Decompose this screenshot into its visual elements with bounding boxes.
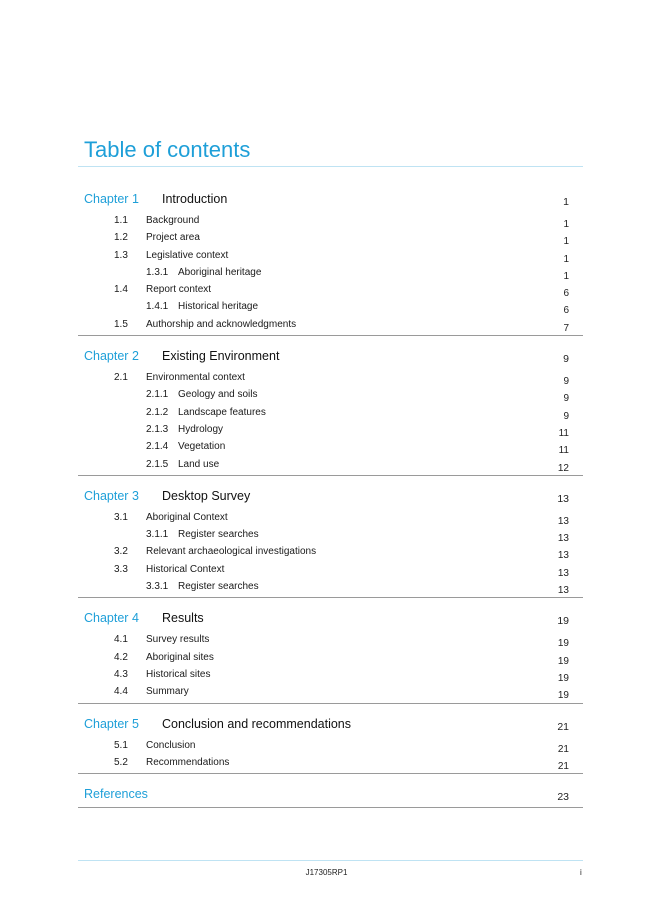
entry-number: 2.1 (114, 372, 128, 384)
toc-subsection-entry[interactable] (78, 438, 583, 455)
entry-number: 1.4.1 (146, 301, 169, 313)
entry-number: 2.1.3 (146, 423, 169, 435)
entry-page: 19 (557, 638, 569, 650)
entry-title: Project area (146, 232, 200, 244)
entry-title: Geology and soils (178, 389, 258, 401)
toc-section-entry[interactable] (78, 369, 583, 386)
toc-section-entry[interactable] (78, 229, 583, 246)
footer-page-number: i (580, 868, 582, 877)
entry-title: Vegetation (178, 441, 226, 453)
entry-page: 21 (557, 760, 569, 772)
entry-page: 13 (557, 567, 569, 579)
entry-title: Conclusion (146, 739, 196, 751)
entry-number: 4.3 (114, 668, 128, 680)
entry-page: 13 (557, 550, 569, 562)
entry-page: 11 (558, 427, 569, 439)
toc-subsection-entry[interactable] (78, 456, 583, 473)
entry-title: Survey results (146, 634, 210, 646)
entry-page: 12 (557, 462, 569, 474)
toc-subsection-entry[interactable] (78, 526, 583, 543)
toc-section-entry[interactable] (78, 561, 583, 578)
toc-section-entry[interactable] (78, 247, 583, 264)
chapter-title: Existing Environment (162, 349, 280, 364)
entry-title: Relevant archaeological investigations (146, 546, 317, 558)
chapter-page: 1 (563, 196, 569, 208)
entry-title: Historical sites (146, 668, 211, 680)
entry-title: Landscape features (178, 406, 266, 418)
toc-section-entry[interactable] (78, 666, 583, 683)
title-divider (78, 166, 583, 167)
page-title: Table of contents (84, 137, 251, 162)
toc-chapter (78, 483, 583, 598)
toc-chapter (78, 605, 583, 703)
entry-title: Environmental context (146, 372, 245, 384)
entry-title: Register searches (178, 529, 259, 541)
entry-number: 2.1.2 (146, 406, 169, 418)
toc-section-entry[interactable] (78, 281, 583, 298)
chapter-title: Conclusion and recommendations (162, 716, 351, 731)
entry-page: 1 (563, 253, 569, 265)
toc-references[interactable] (78, 781, 583, 808)
entry-page: 9 (563, 393, 569, 405)
entry-page: 11 (558, 445, 569, 457)
toc-subsection-entry[interactable] (78, 298, 583, 315)
entry-page: 6 (563, 305, 569, 317)
chapter-page: 13 (557, 492, 569, 505)
chapter-label: Chapter 3 (84, 488, 139, 503)
entry-page: 6 (563, 288, 569, 300)
chapter-heading[interactable] (78, 711, 583, 737)
chapter-label: Chapter 2 (84, 349, 139, 364)
entry-number: 3.1.1 (146, 529, 169, 541)
entry-page: 9 (563, 410, 569, 422)
toc-section-entry[interactable] (78, 543, 583, 560)
chapter-label: Chapter 5 (84, 716, 139, 731)
entry-page: 19 (557, 690, 569, 702)
chapter-label: Chapter 1 (84, 192, 139, 206)
chapter-page: 21 (557, 720, 569, 733)
chapter-page: 9 (563, 353, 569, 366)
toc-chapter (78, 711, 583, 775)
entry-title: Recommendations (146, 756, 230, 768)
entry-page: 13 (557, 585, 569, 597)
entry-page: 19 (557, 655, 569, 667)
entry-title: Legislative context (146, 249, 229, 261)
toc-section-entry[interactable] (78, 316, 583, 333)
entry-title: Background (146, 215, 200, 226)
toc-chapter (78, 186, 583, 336)
toc-section-entry[interactable] (78, 683, 583, 700)
entry-title: Aboriginal Context (146, 511, 228, 523)
entry-number: 2.1.1 (146, 389, 169, 401)
entry-page: 9 (563, 376, 569, 388)
toc-section-entry[interactable] (78, 754, 583, 771)
toc-chapter (78, 343, 583, 476)
entry-number: 3.3 (114, 563, 128, 575)
entry-page: 19 (557, 672, 569, 684)
references-page: 23 (557, 791, 569, 804)
entry-number: 5.2 (114, 756, 128, 768)
entry-title: Aboriginal sites (146, 651, 214, 663)
entry-page: 21 (557, 743, 569, 755)
toc-subsection-entry[interactable] (78, 386, 583, 403)
entry-number: 4.4 (114, 686, 128, 698)
entry-number: 2.1.5 (146, 458, 169, 470)
toc-subsection-entry[interactable] (78, 421, 583, 438)
table-of-contents (78, 186, 583, 808)
chapter-heading[interactable] (78, 605, 583, 631)
entry-number: 1.2 (114, 232, 128, 244)
entry-page: 1 (563, 236, 569, 248)
chapter-page: 19 (557, 615, 569, 628)
entry-title: Historical heritage (178, 301, 259, 313)
toc-section-entry[interactable] (78, 631, 583, 648)
toc-section-entry[interactable] (78, 737, 583, 754)
entry-number: 1.4 (114, 284, 128, 296)
entry-title: Hydrology (178, 423, 224, 435)
entry-page: 1 (563, 219, 569, 230)
chapter-title: Desktop Survey (162, 488, 251, 503)
toc-section-entry[interactable] (78, 509, 583, 526)
entry-number: 3.3.1 (146, 581, 169, 593)
toc-subsection-entry[interactable] (78, 578, 583, 595)
toc-section-entry[interactable] (78, 649, 583, 666)
entry-page: 13 (557, 515, 569, 527)
entry-number: 3.2 (114, 546, 128, 558)
entry-number: 4.2 (114, 651, 128, 663)
references-label: References (84, 787, 148, 802)
entry-title: Report context (146, 284, 212, 296)
toc-subsection-entry[interactable] (78, 404, 583, 421)
entry-page: 13 (557, 533, 569, 545)
chapter-heading[interactable] (78, 343, 583, 369)
chapter-heading[interactable] (78, 186, 583, 212)
chapter-heading[interactable] (78, 483, 583, 509)
entry-number: 4.1 (114, 634, 128, 646)
entry-number: 5.1 (114, 739, 128, 751)
entry-number: 1.1 (114, 215, 128, 226)
entry-title: Authorship and acknowledgments (146, 318, 297, 330)
toc-subsection-entry[interactable] (78, 264, 583, 281)
entry-number: 1.5 (114, 318, 128, 330)
footer-document-code: J17305RP1 (305, 868, 348, 877)
entry-number: 2.1.4 (146, 441, 169, 453)
entry-number: 1.3.1 (146, 266, 169, 278)
entry-title: Aboriginal heritage (178, 266, 262, 278)
chapter-label: Chapter 4 (84, 611, 139, 626)
entry-page: 7 (563, 322, 569, 334)
entry-title: Historical Context (146, 563, 225, 575)
entry-title: Land use (178, 458, 220, 470)
entry-number: 1.3 (114, 249, 128, 261)
chapter-title: Introduction (162, 192, 228, 206)
entry-page: 1 (563, 270, 569, 282)
toc-section-entry[interactable] (78, 212, 583, 229)
entry-number: 3.1 (114, 511, 128, 523)
chapter-title: Results (162, 611, 204, 626)
entry-title: Register searches (178, 581, 259, 593)
entry-title: Summary (146, 686, 189, 698)
footer-divider (78, 860, 583, 861)
